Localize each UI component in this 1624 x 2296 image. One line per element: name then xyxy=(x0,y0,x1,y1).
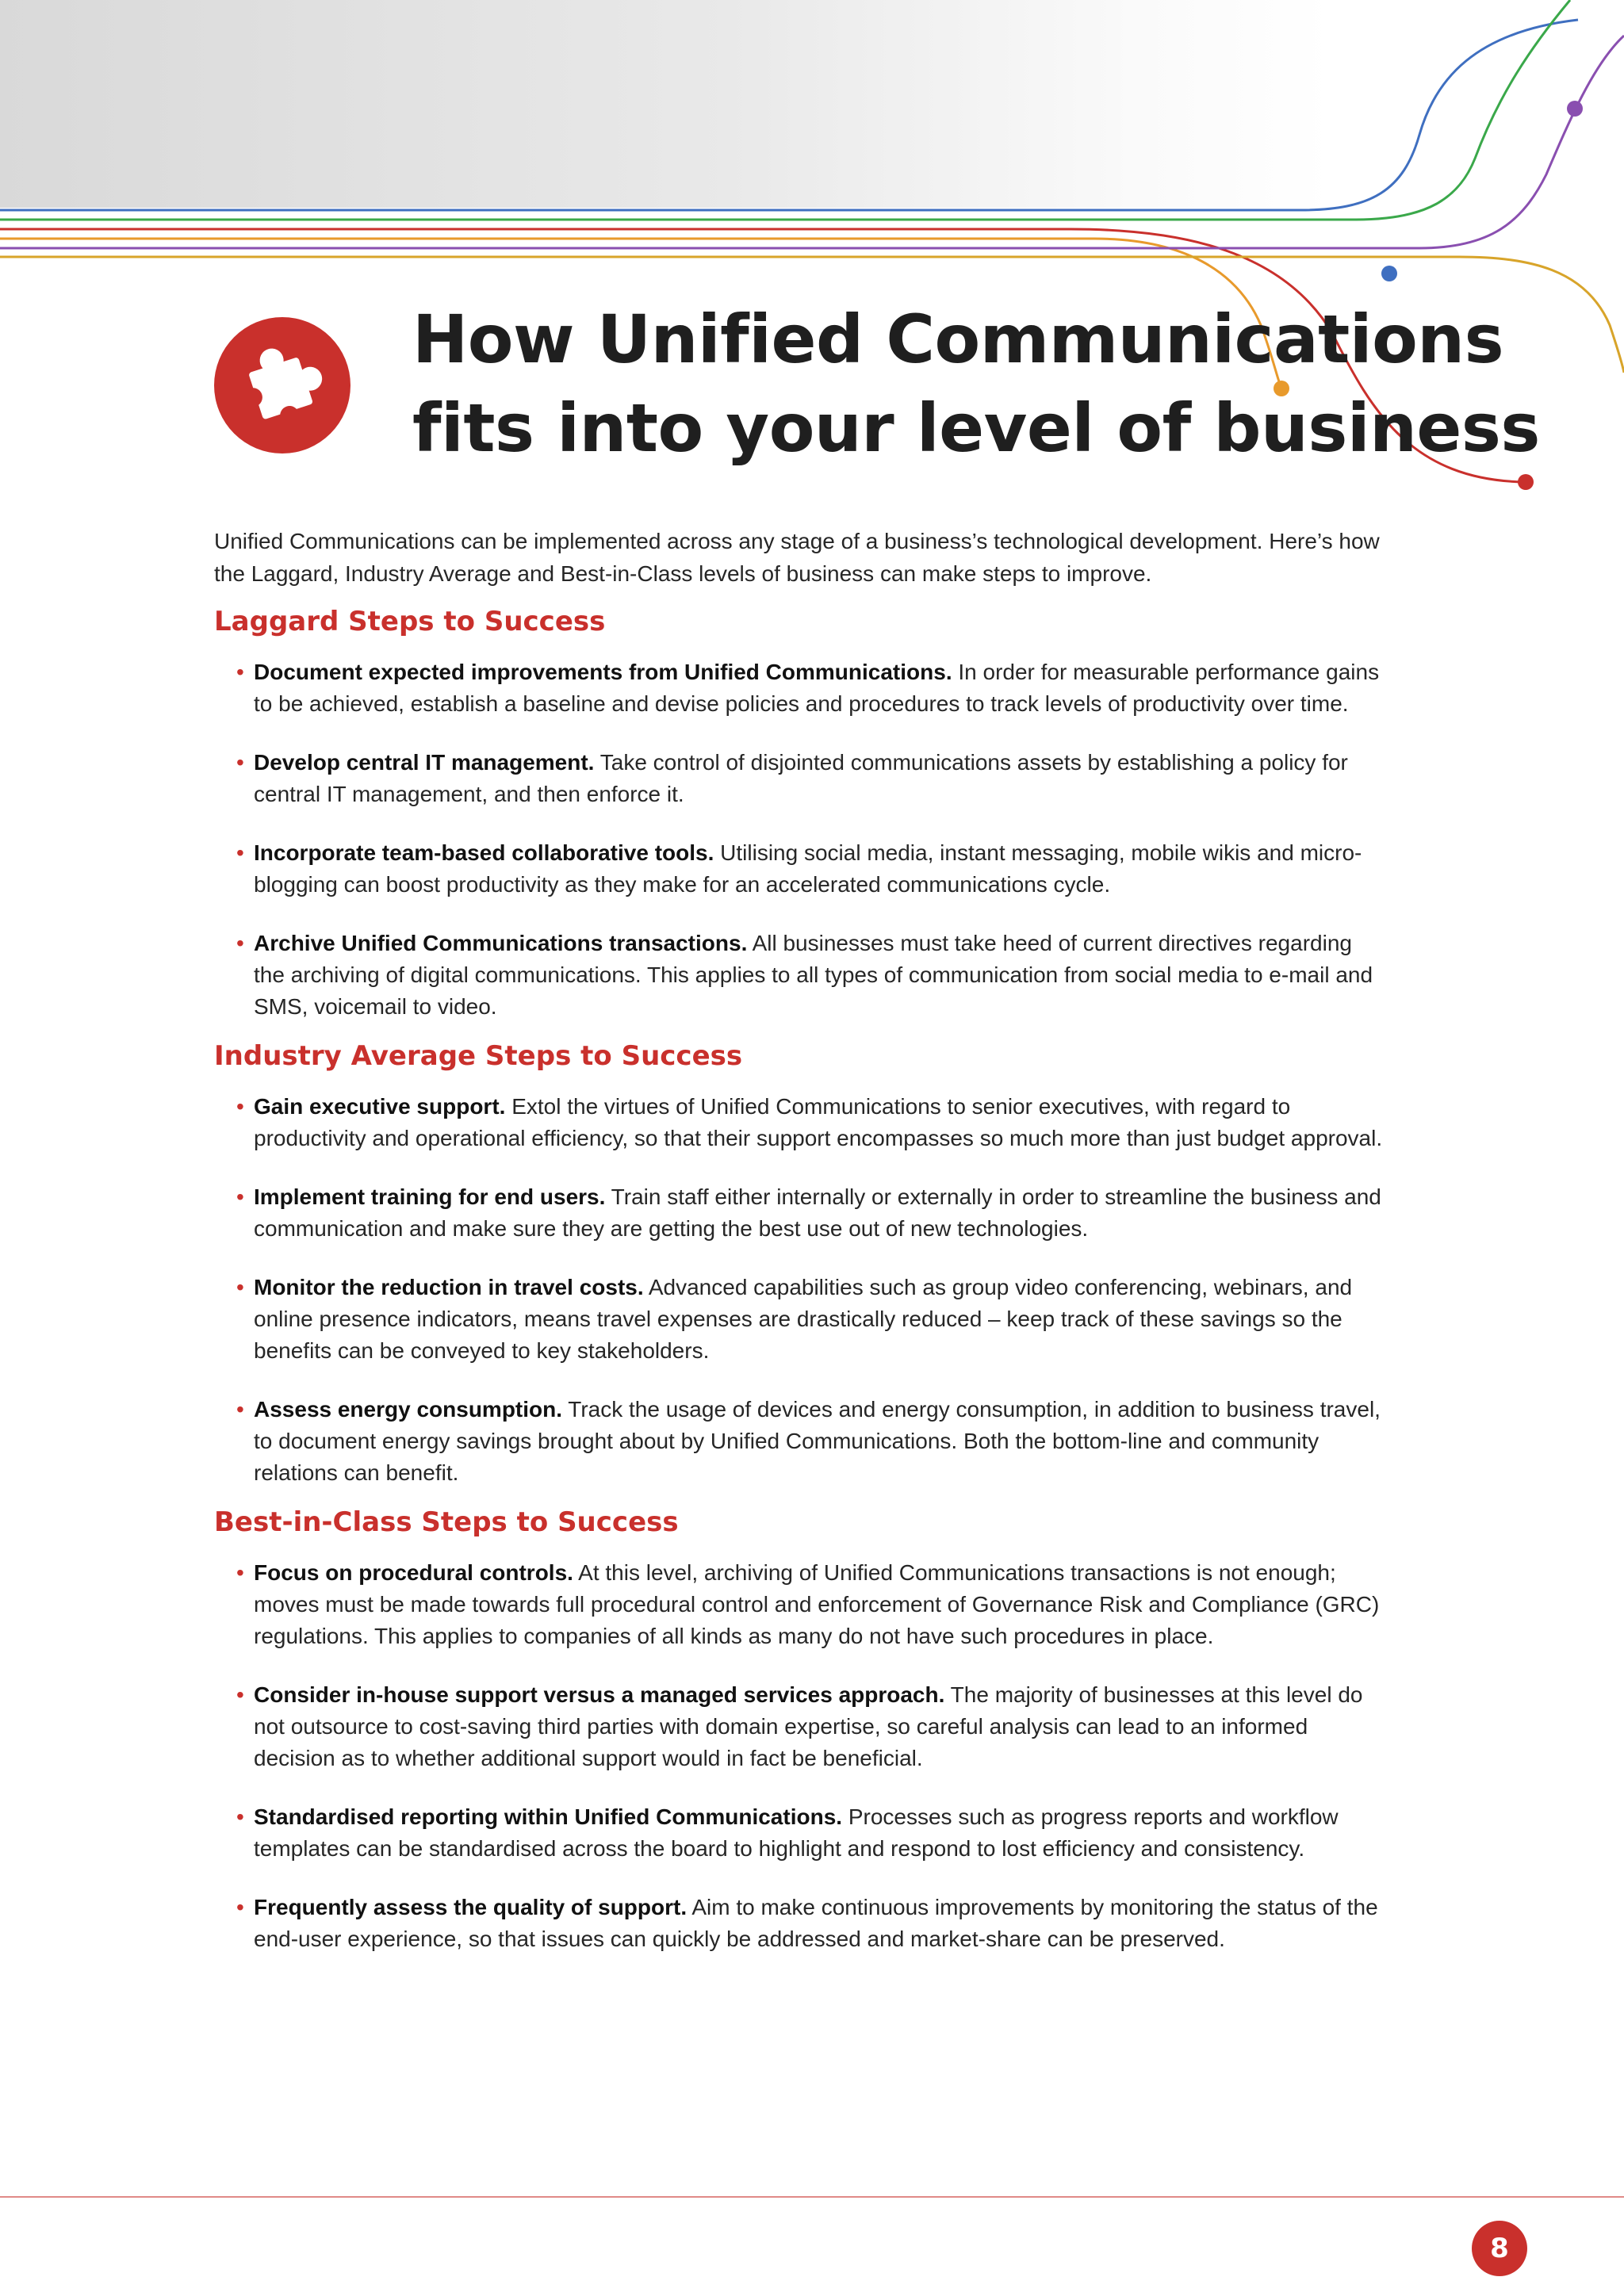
blue-line xyxy=(0,20,1578,210)
item-text: Aim to make continuous improvements by monitoring the status of the end-user experience, so that issues can quickly be addressed and market-share can be preserved. xyxy=(254,1895,1378,1951)
blue-dot xyxy=(1381,266,1397,281)
puzzle-piece-icon xyxy=(214,317,350,453)
item-text: Utilising social media, instant messaging, mobile wikis and micro-blogging can boost productivity as they make for an accelerated communications cycle. xyxy=(254,840,1362,897)
item-title: Develop central IT management. xyxy=(254,750,595,775)
item-title: Gain executive support. xyxy=(254,1094,506,1119)
industry-average-steps-list xyxy=(214,1091,1388,1489)
green-line xyxy=(0,0,1570,220)
list-item xyxy=(254,1272,1388,1367)
item-text: Advanced capabilities such as group video conferencing, webinars, and online presence indicators, means travel expenses are drastically reduced – keep track of these savings so the benefits can be conveyed to key stakeholders. xyxy=(254,1275,1353,1363)
list-item xyxy=(254,747,1388,810)
item-title: Assess energy consumption. xyxy=(254,1397,563,1422)
laggard-steps-list xyxy=(214,656,1388,1023)
list-item xyxy=(254,1679,1388,1774)
intro-paragraph: Unified Communications can be implemented across any stage of a business’s technological development. Here’s how the Laggard, Industry Average and Best-in-Class levels of business can make steps to improve. xyxy=(214,529,1380,586)
list-item xyxy=(254,837,1388,901)
title-line-1: How Unified Communications xyxy=(412,300,1504,378)
item-text: Take control of disjointed communications assets by establishing a policy for central IT management, and then enforce it. xyxy=(254,750,1348,806)
item-text: All businesses must take heed of current directives regarding the archiving of digital communications. This applies to all types of communication from social media to e-mail and SMS, voicemail to video. xyxy=(254,931,1373,1019)
item-title: Standardised reporting within Unified Communications. xyxy=(254,1804,843,1829)
item-title: Consider in-house support versus a managed services approach. xyxy=(254,1682,945,1707)
page-number-badge: 8 xyxy=(1472,2221,1527,2276)
list-item xyxy=(254,656,1388,720)
item-title: Implement training for end users. xyxy=(254,1184,606,1209)
page-title xyxy=(412,295,1540,473)
best-in-class-steps-list xyxy=(214,1557,1388,1955)
item-text: In order for measurable performance gains to be achieved, establish a baseline and devise policies and procedures to track levels of productivity over time. xyxy=(254,660,1380,716)
red-dot xyxy=(1518,474,1534,490)
item-text: The majority of businesses at this level do not outsource to cost-saving third parties with domain expertise, so careful analysis can lead to an informed decision as to whether additional support would in fact be beneficial. xyxy=(254,1682,1363,1770)
item-text: Track the usage of devices and energy consumption, in addition to business travel, to document energy savings brought about by Unified Communications. Both the bottom-line and community relations can benefit. xyxy=(254,1397,1381,1485)
title-line-2: fits into your level of business xyxy=(412,389,1540,467)
item-title: Monitor the reduction in travel costs. xyxy=(254,1275,644,1299)
list-item xyxy=(254,1557,1388,1652)
list-item xyxy=(254,928,1388,1023)
item-text: Extol the virtues of Unified Communications to senior executives, with regard to productivity and operational efficiency, so that their support encompasses so much more than just budget approval. xyxy=(254,1094,1383,1150)
section-heading-laggard: Laggard Steps to Success xyxy=(214,606,606,637)
section-heading-industry-average: Industry Average Steps to Success xyxy=(214,1040,743,1072)
item-text: Train staff either internally or externally in order to streamline the business and communication and make sure they are getting the best use out of new technologies. xyxy=(254,1184,1381,1241)
item-text: At this level, archiving of Unified Communications transactions is not enough; moves must be made towards full procedural control and enforcement of Governance Risk and Compliance (GRC) regulations. This applies to companies of all kinds as many do not have such procedures in place. xyxy=(254,1560,1380,1648)
purple-dot xyxy=(1567,101,1583,117)
item-title: Incorporate team-based collaborative tools. xyxy=(254,840,714,865)
list-item xyxy=(254,1801,1388,1865)
item-title: Focus on procedural controls. xyxy=(254,1560,573,1585)
list-item xyxy=(254,1181,1388,1245)
item-text: Processes such as progress reports and workflow templates can be standardised across the board to highlight and respond to lost efficiency and consistency. xyxy=(254,1804,1339,1861)
list-item xyxy=(254,1091,1388,1154)
item-title: Document expected improvements from Unified Communications. xyxy=(254,660,952,684)
list-item xyxy=(254,1892,1388,1955)
list-item xyxy=(254,1394,1388,1489)
item-title: Frequently assess the quality of support. xyxy=(254,1895,688,1919)
section-heading-best-in-class: Best-in-Class Steps to Success xyxy=(214,1506,679,1538)
main-content xyxy=(214,525,1388,1971)
footer-divider xyxy=(0,2196,1624,2198)
item-title: Archive Unified Communications transactions. xyxy=(254,931,748,955)
purple-line xyxy=(0,36,1624,248)
